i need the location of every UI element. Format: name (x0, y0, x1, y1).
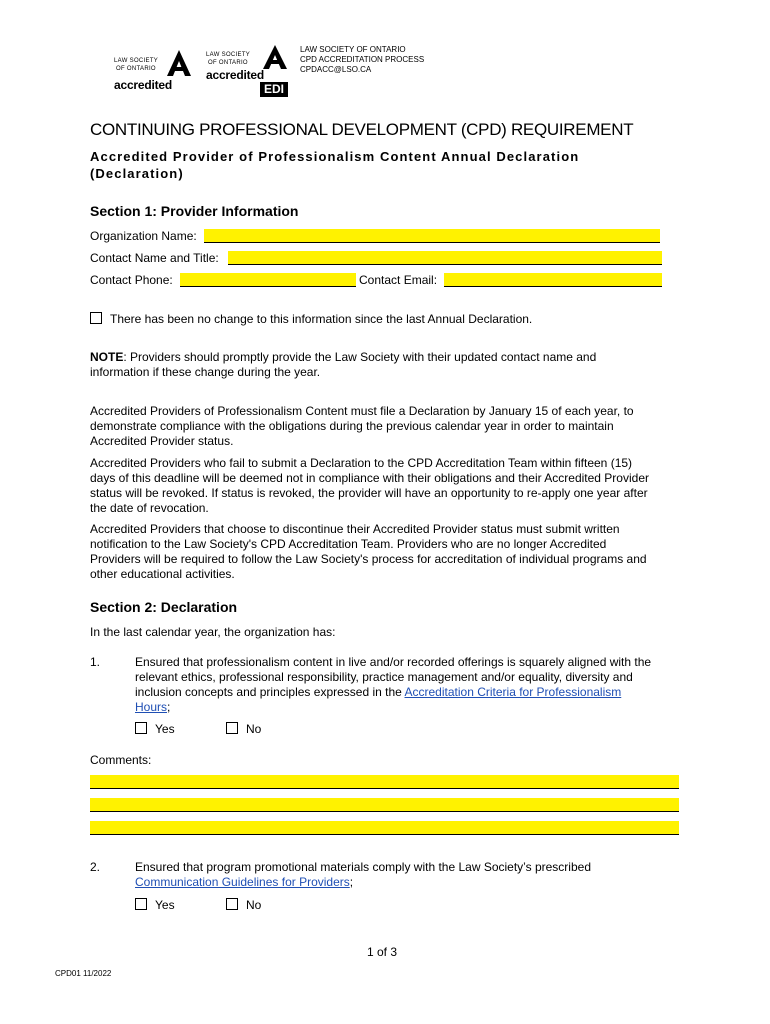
paragraph-3 (90, 522, 710, 582)
logo1-accredited: accredited (114, 78, 173, 92)
item1-yes-option (135, 722, 175, 737)
item1-text (135, 655, 695, 715)
paragraph-1 (90, 404, 710, 449)
paragraph-2 (90, 456, 710, 516)
org-name-row (90, 229, 197, 244)
item2-post: ; (349, 875, 354, 889)
logo1-line1: LAW SOCIETY (114, 58, 159, 64)
item2-yes-label: Yes (155, 898, 175, 912)
para2-line3: status will be revoked. If status is revoked, the provider will have an opportunity to re-apply one year after (90, 486, 648, 500)
item1-line4-post: ; (167, 700, 171, 714)
org-name-field[interactable] (204, 229, 660, 243)
form-code: CPD01 11/2022 (55, 969, 112, 978)
contact-name-row (90, 251, 219, 266)
para2-line1: Accredited Providers who fail to submit a Declaration to the CPD Accreditation Team within fifteen (15) (90, 456, 633, 470)
header-org-info (300, 45, 424, 75)
para1-line1: Accredited Providers of Professionalism Content must file a Declaration by January 15 of each year, to (90, 404, 634, 418)
logo2-accredited: accredited (206, 68, 265, 82)
note-paragraph (90, 350, 690, 380)
org-name-label: Organization Name: (90, 229, 197, 243)
edi-badge: EDI (260, 82, 288, 97)
subtitle-line1: Accredited Provider of Professionalism Content Annual Declaration (90, 149, 580, 164)
item1-no-checkbox[interactable] (226, 722, 238, 734)
a-mark-icon (260, 44, 290, 70)
para1-line3: Accredited Provider status. (90, 434, 234, 448)
contact-email-field[interactable] (444, 273, 662, 287)
note-line2: information if these change during the year. (90, 365, 321, 379)
contact-name-field[interactable] (228, 251, 662, 265)
contact-phone-label: Contact Phone: (90, 273, 173, 287)
para3-line2: notification to the Law Society's CPD Accreditation Team. Providers who are no longer Accredited (90, 537, 607, 551)
no-change-label: There has been no change to this information since the last Annual Declaration. (110, 312, 533, 326)
contact-phone-field[interactable] (180, 273, 356, 287)
no-change-checkbox[interactable] (90, 312, 102, 324)
section1-heading: Section 1: Provider Information (90, 203, 299, 219)
para2-line2: days of this deadline will be deemed not in compliance with their obligations and their Accredited Provider (90, 471, 649, 485)
item2-text (135, 860, 695, 890)
accreditation-criteria-link-cont[interactable]: Hours (135, 700, 168, 714)
item1-yes-checkbox[interactable] (135, 722, 147, 734)
no-change-row (90, 312, 532, 327)
comments-line-3[interactable] (90, 821, 679, 835)
logo1-line2: OF ONTARIO (116, 66, 156, 72)
org-process: CPD ACCREDITATION PROCESS (300, 55, 425, 64)
section2-intro: In the last calendar year, the organization has: (90, 625, 336, 639)
contact-name-label: Contact Name and Title: (90, 251, 219, 265)
a-mark-icon (164, 48, 194, 78)
item1-line1: Ensured that professionalism content in live and/or recorded offerings is squarely aligned with the (135, 655, 652, 669)
item2-no-label: No (246, 898, 262, 912)
item1-no-label: No (246, 722, 262, 736)
item1-line3: inclusion concepts and principles expressed in the (135, 685, 405, 699)
org-name: LAW SOCIETY OF ONTARIO (300, 45, 406, 54)
para3-line3: Providers will be required to follow the Law Society's process for accreditation of individual programs and (90, 552, 647, 566)
comments-label: Comments: (90, 753, 152, 767)
item2-no-checkbox[interactable] (226, 898, 238, 910)
page-title: CONTINUING PROFESSIONAL DEVELOPMENT (CPD) REQUIREMENT (90, 120, 634, 139)
para2-line4: the date of revocation. (90, 501, 209, 515)
comments-line-2[interactable] (90, 798, 679, 812)
subtitle-line2: (Declaration) (90, 166, 184, 181)
accreditation-criteria-link[interactable]: Accreditation Criteria for Professionalism (404, 685, 622, 699)
para1-line2: demonstrate compliance with the obligations during the previous calendar year in order to maintain (90, 419, 614, 433)
item2-number: 2. (90, 860, 101, 874)
contact-phone-row (90, 273, 173, 288)
page-number: 1 of 3 (367, 945, 398, 959)
item2-line1: Ensured that program promotional materials comply with the Law Society’s prescribed (135, 860, 591, 874)
item1-yes-label: Yes (155, 722, 175, 736)
item1-no-option (226, 722, 261, 737)
lso-accredited-edi-logo (204, 44, 294, 98)
para3-line4: other educational activities. (90, 567, 235, 581)
comments-line-1[interactable] (90, 775, 679, 789)
item2-no-option (226, 898, 261, 913)
para3-line1: Accredited Providers that choose to discontinue their Accredited Provider status must submit written (90, 522, 620, 536)
item1-line2: relevant ethics, professional responsibility, practice management and/or equality, diversity and (135, 670, 633, 684)
item1-number: 1. (90, 655, 101, 669)
org-email: CPDACC@LSO.CA (300, 65, 372, 74)
subtitle (90, 148, 579, 182)
note-bold: NOTE (90, 350, 124, 364)
note-line1: : Providers should promptly provide the Law Society with their updated contact name and (123, 350, 597, 364)
section2-heading: Section 2: Declaration (90, 599, 238, 615)
item2-yes-checkbox[interactable] (135, 898, 147, 910)
contact-email-label: Contact Email: (359, 273, 438, 287)
lso-accredited-logo (112, 48, 196, 94)
communication-guidelines-link[interactable]: Communication Guidelines for Providers (135, 875, 350, 889)
logo2-line1: LAW SOCIETY (206, 52, 251, 58)
item2-yes-option (135, 898, 175, 913)
logo2-line2: OF ONTARIO (208, 60, 248, 66)
